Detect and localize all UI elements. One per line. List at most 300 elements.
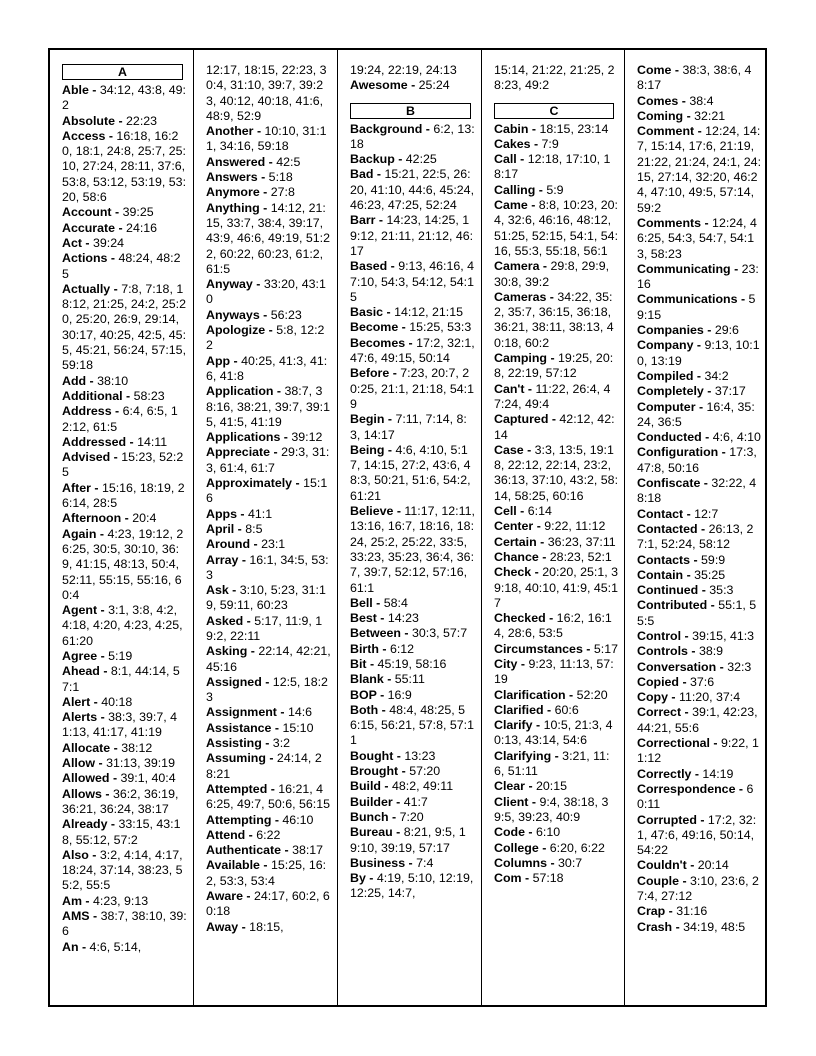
index-term: Bought	[350, 748, 394, 763]
page-line-refs: 8:21, 9:5, 19:10, 39:19, 57:17	[350, 825, 466, 855]
index-term: Comments	[637, 215, 702, 230]
term-separator: -	[686, 858, 698, 873]
index-entry	[206, 201, 331, 277]
term-separator: -	[538, 840, 550, 855]
index-term: Access	[62, 128, 106, 143]
term-separator: -	[516, 504, 528, 519]
index-term: Cell	[494, 504, 517, 519]
page-line-refs: 15:25, 16:2, 53:3, 53:4	[206, 858, 327, 888]
index-entry	[350, 504, 475, 596]
index-entry	[494, 137, 618, 152]
index-entry	[62, 817, 187, 848]
index-term: Crap	[637, 904, 666, 919]
page-line-refs: 41:7	[403, 794, 428, 809]
index-entry	[637, 430, 761, 445]
term-separator: -	[679, 873, 691, 888]
page-line-refs: 14:23, 14:25, 19:12, 21:11, 21:12, 46:17	[350, 213, 474, 258]
term-separator: -	[89, 909, 101, 924]
index-entry	[637, 736, 761, 767]
term-separator: -	[539, 259, 551, 274]
index-term: Apologize	[206, 323, 266, 338]
index-term: Chance	[494, 549, 539, 564]
term-separator: -	[716, 659, 728, 674]
term-separator: -	[683, 506, 695, 521]
page-line-refs: 14:12, 21:15	[394, 305, 463, 320]
term-separator: -	[376, 687, 388, 702]
term-separator: -	[121, 511, 133, 526]
term-separator: -	[115, 113, 127, 128]
term-separator: -	[378, 702, 390, 717]
index-entry	[206, 705, 331, 720]
term-separator: -	[101, 786, 113, 801]
index-entry	[350, 688, 475, 703]
index-term: Com	[494, 871, 522, 886]
index-entry	[206, 553, 331, 584]
term-separator: -	[122, 388, 134, 403]
page-line-refs: 7:23, 20:7, 20:25, 21:1, 21:18, 54:19	[350, 366, 475, 411]
index-entry	[637, 660, 761, 675]
index-entry	[494, 550, 618, 565]
index-term: Array	[206, 552, 239, 567]
index-entry	[350, 412, 475, 443]
term-separator: -	[407, 78, 419, 93]
index-term: Ahead	[62, 664, 100, 679]
index-entry	[350, 611, 475, 626]
term-separator: -	[376, 611, 388, 626]
index-entry	[62, 114, 187, 129]
page-line-refs: 15:21, 22:5, 26:20, 41:10, 44:6, 45:24, 46:23, 47:25, 52:24	[350, 167, 475, 213]
index-term: AMS	[62, 909, 90, 924]
page-line-refs: 7:11, 7:14, 8:3, 14:17	[350, 412, 467, 442]
term-separator: -	[378, 641, 390, 656]
index-term: An	[62, 939, 79, 954]
index-entry	[62, 848, 187, 894]
page-line-refs: 30:3, 57:7	[411, 626, 468, 641]
page-line-refs: 3:10, 23:6, 27:4, 27:12	[637, 873, 759, 904]
term-separator: -	[400, 626, 412, 641]
term-separator: -	[234, 521, 246, 536]
index-term: Camping	[494, 351, 548, 366]
page-line-refs: 7:8, 7:18, 18:12, 21:25, 24:2, 25:20, 25:20, 26:9, 29:14, 30:17, 40:25, 42:5, 45:5, 45:21, 56:24, 57:15, 59:18	[62, 281, 187, 373]
page-line-refs: 12:5, 18:23	[206, 674, 328, 705]
index-term: Additional	[62, 388, 123, 403]
index-term: Birth	[350, 641, 379, 656]
index-term: Checked	[494, 611, 546, 626]
term-separator: -	[366, 656, 378, 671]
index-entry	[206, 445, 331, 476]
term-separator: -	[691, 766, 703, 781]
index-term: Assigned	[206, 674, 262, 689]
term-separator: -	[547, 855, 559, 870]
index-term: Corrupted	[637, 812, 697, 827]
index-entry	[62, 251, 187, 282]
index-term: Configuration	[637, 445, 719, 460]
term-separator: -	[373, 167, 385, 182]
term-separator: -	[243, 613, 255, 628]
page-line-refs: 5:9	[546, 182, 564, 197]
index-entry	[637, 644, 761, 659]
index-entry	[206, 430, 331, 445]
page-line-refs: 3:2	[272, 736, 291, 751]
term-separator: -	[693, 338, 705, 353]
index-entry	[637, 216, 761, 262]
index-term: Already	[62, 817, 108, 832]
index-term: Columns	[494, 855, 548, 870]
index-term: Backup	[350, 152, 395, 167]
index-entry	[206, 828, 331, 843]
page-line-refs: 33:15, 43:18, 55:12, 57:2	[62, 817, 181, 847]
term-separator: -	[250, 537, 262, 552]
term-separator: -	[536, 534, 548, 549]
page-line-refs: 7:9	[541, 136, 559, 151]
term-separator: -	[253, 124, 265, 139]
index-entry	[637, 507, 761, 522]
page-line-refs: 38:17	[292, 843, 324, 858]
index-entry	[350, 336, 475, 367]
index-term: Blank	[350, 672, 384, 687]
index-entry	[350, 825, 475, 856]
index-term: Camera	[494, 259, 540, 274]
page-line-refs: 12:24, 14:7, 15:14, 17:6, 21:19, 21:22, 21:24, 24:1, 24:15, 27:14, 32:20, 46:24, 47:10, 49:5, 57:14, 59:2	[637, 124, 762, 215]
index-column-5	[625, 50, 767, 1005]
term-separator: -	[90, 480, 102, 495]
index-term: Also	[62, 847, 89, 862]
page-line-refs: 45:19, 58:16	[377, 656, 447, 671]
term-separator: -	[97, 648, 109, 663]
term-separator: -	[281, 843, 293, 858]
term-separator: -	[703, 323, 715, 338]
term-separator: -	[111, 404, 123, 419]
page-line-refs: 17:2, 32:1, 47:6, 49:15, 50:14	[350, 335, 475, 366]
index-term: Answered	[206, 154, 266, 169]
page-line-refs: 15:14, 21:22, 21:25, 28:23, 49:2	[494, 63, 615, 93]
index-term: Add	[62, 373, 87, 388]
page-line-refs: 15:16	[206, 476, 328, 506]
index-entry	[62, 741, 187, 756]
index-term: Business	[350, 855, 406, 870]
index-entry	[206, 522, 331, 537]
index-term: Clarifying	[494, 748, 552, 763]
page-line-refs: 35:25	[694, 567, 726, 582]
page-line-refs: 55:11	[394, 672, 425, 687]
index-entry	[494, 443, 618, 504]
term-separator: -	[521, 871, 533, 886]
letter-heading: B	[350, 103, 471, 119]
page-line-refs: 10:5, 21:3, 40:13, 43:14, 54:6	[494, 718, 613, 748]
page-line-refs: 57:20	[409, 764, 441, 779]
term-separator: -	[380, 779, 392, 794]
term-separator: -	[565, 687, 577, 702]
index-entry	[350, 259, 475, 305]
index-entry	[350, 366, 475, 412]
term-separator: -	[96, 526, 108, 541]
page-line-refs: 48:4, 48:25, 56:15, 56:21, 57:8, 57:11	[350, 702, 475, 748]
index-term: Authenticate	[206, 843, 282, 858]
page-line-refs: 34:22, 35:2, 35:7, 36:15, 36:18, 36:21, 38:11, 38:13, 40:18, 60:2	[494, 289, 614, 350]
index-entry	[206, 736, 331, 751]
index-term: April	[206, 521, 235, 536]
term-separator: -	[701, 430, 713, 445]
page-line-refs: 7:20	[399, 809, 424, 824]
page-line-refs: 52:20	[576, 687, 608, 702]
index-entry	[494, 351, 618, 382]
index-term: Attempted	[206, 781, 268, 796]
page-line-refs: 38:3, 39:7, 41:13, 41:17, 41:19	[62, 710, 178, 740]
page-line-refs: 34:19, 48:5	[683, 919, 746, 934]
page-line-refs: 16:21, 46:25, 49:7, 50:6, 56:15	[206, 781, 331, 812]
term-separator: -	[107, 251, 119, 266]
index-term: Addressed	[62, 434, 127, 449]
term-separator: -	[265, 323, 277, 338]
index-term: Actions	[62, 251, 108, 266]
term-separator: -	[524, 381, 536, 396]
page-line-refs: 4:6, 4:10, 5:17, 14:15, 27:2, 43:6, 48:3, 50:21, 51:6, 54:2, 61:21	[350, 442, 471, 503]
index-entry	[206, 124, 331, 155]
index-term: Again	[62, 526, 97, 541]
index-term: Allocate	[62, 740, 111, 755]
index-entry	[62, 129, 187, 205]
page-line-refs: 48:2, 49:11	[392, 779, 454, 794]
index-term: Correctly	[637, 766, 692, 781]
index-term: Assignment	[206, 705, 277, 720]
page-line-refs: 14:12, 21:15, 33:7, 38:4, 39:17, 43:9, 46:6, 49:19, 51:22, 60:22, 60:23, 61:2, 61:5	[206, 200, 331, 276]
page-line-refs: 12:24, 46:25, 54:3, 54:7, 54:13, 58:23	[637, 215, 757, 261]
index-entry	[494, 504, 618, 519]
page-line-refs: 38:3, 38:6, 48:17	[637, 63, 752, 93]
index-entry	[494, 825, 618, 840]
term-separator: -	[678, 93, 690, 108]
page-line-refs: 42:12, 42:14	[494, 412, 615, 442]
page-line-refs: 46:10	[282, 812, 314, 827]
page-line-refs: 31:13, 39:19	[106, 756, 175, 771]
page-line-refs: 37:6	[690, 674, 715, 689]
term-separator: -	[242, 889, 254, 904]
page-line-refs: 20:14	[697, 858, 729, 873]
page-line-refs: 6:4, 6:5, 12:12, 61:5	[62, 404, 178, 434]
term-separator: -	[228, 583, 240, 598]
index-term: Best	[350, 611, 377, 626]
index-term: Away	[206, 919, 239, 934]
index-entry	[637, 920, 761, 935]
term-separator: -	[267, 781, 279, 796]
page-line-refs: 39:1, 40:4	[120, 771, 176, 786]
page-line-refs: 19:25, 20:8, 22:19, 57:12	[494, 351, 614, 381]
term-separator: -	[105, 128, 117, 143]
index-term: Act	[62, 235, 82, 250]
index-entry	[206, 751, 331, 782]
term-separator: -	[679, 674, 691, 689]
index-entry	[494, 122, 618, 137]
page-line-refs: 29:3, 31:3, 61:4, 61:7	[206, 445, 330, 475]
page-line-refs: 38:12	[121, 740, 153, 755]
page-line-refs: 9:22, 11:12	[637, 736, 759, 766]
term-separator: -	[533, 519, 545, 534]
index-term: Anyway	[206, 277, 253, 292]
page-line-refs: 39:12	[291, 430, 323, 445]
term-separator: -	[681, 705, 693, 720]
page-line-refs: 32:21	[694, 108, 726, 123]
index-entry	[637, 338, 761, 369]
page-line-refs: 5:18	[268, 170, 293, 185]
index-term: Correct	[637, 705, 682, 720]
index-term: Bell	[350, 595, 373, 610]
term-separator: -	[271, 720, 283, 735]
index-term: Become	[350, 320, 399, 335]
page-line-refs: 24:16	[126, 220, 158, 235]
term-separator: -	[551, 748, 563, 763]
term-separator: -	[693, 368, 705, 383]
index-term: College	[494, 840, 539, 855]
index-entry	[350, 167, 475, 213]
index-term: Allows	[62, 786, 102, 801]
index-entry	[494, 412, 618, 443]
term-separator: -	[115, 220, 127, 235]
term-separator: -	[271, 812, 283, 827]
page-line-refs: 27:8	[270, 185, 295, 200]
term-separator: -	[265, 154, 277, 169]
index-term: Appreciate	[206, 445, 271, 460]
index-entry	[494, 779, 618, 794]
index-term: Between	[350, 626, 401, 641]
index-term: Communications	[637, 292, 738, 307]
index-term: Begin	[350, 412, 385, 427]
page-line-refs: 48:24, 48:25	[62, 251, 181, 281]
page-line-refs: 34:2	[704, 368, 729, 383]
index-term: Computer	[637, 399, 696, 414]
index-term: Copy	[637, 690, 668, 705]
page-line-refs: 16:1, 34:5, 53:3	[206, 552, 329, 582]
page-line-refs: 5:8, 12:22	[206, 323, 325, 353]
index-term: Answers	[206, 170, 258, 185]
page-line-refs: 58:23	[133, 388, 165, 403]
page-line-refs: 17:3, 47:8, 50:16	[637, 445, 757, 475]
term-separator: -	[270, 445, 282, 460]
page-line-refs: 5:17, 11:9, 19:2, 22:11	[206, 613, 323, 643]
term-separator: -	[700, 476, 712, 491]
term-separator: -	[696, 812, 708, 827]
page-line-refs: 23:1	[261, 537, 286, 552]
index-term: Basic	[350, 305, 384, 320]
index-term: BOP	[350, 687, 377, 702]
index-entry	[62, 450, 187, 481]
page-line-refs: 24:17, 60:2, 60:18	[206, 889, 330, 919]
index-entry	[206, 920, 331, 935]
index-entry	[637, 583, 761, 598]
page-line-refs: 29:8, 29:9, 30:8, 39:2	[494, 259, 610, 289]
term-separator: -	[384, 442, 396, 457]
index-entry	[62, 221, 187, 236]
index-entry	[494, 703, 618, 718]
index-entry	[637, 858, 761, 873]
index-entry	[637, 369, 761, 384]
term-separator: -	[535, 182, 547, 197]
term-separator: -	[683, 108, 695, 123]
index-column-3	[338, 50, 482, 1005]
page-line-refs: 23:16	[637, 261, 759, 292]
term-separator: -	[97, 603, 109, 618]
index-term: Absolute	[62, 113, 116, 128]
index-term: Approximately	[206, 476, 293, 491]
index-term: Bureau	[350, 825, 393, 840]
index-term: Conversation	[637, 659, 717, 674]
page-line-refs: 9:13, 10:10, 13:19	[637, 338, 760, 368]
page-line-refs: 40:25, 41:3, 41:6, 41:8	[206, 353, 328, 383]
index-term: Assuming	[206, 751, 266, 766]
index-entry	[350, 213, 475, 259]
index-entry	[494, 565, 618, 611]
index-term: Build	[350, 779, 381, 794]
term-separator: -	[372, 595, 384, 610]
index-term: Case	[494, 442, 524, 457]
term-separator: -	[665, 904, 677, 919]
index-entry	[494, 63, 618, 94]
page-line-refs: 36:2, 36:19, 36:21, 36:24, 38:17	[62, 786, 179, 816]
term-separator: -	[398, 764, 410, 779]
index-entry	[637, 63, 761, 94]
page-line-refs: 7:4	[416, 855, 434, 870]
index-term: Being	[350, 442, 385, 457]
index-term: Becomes	[350, 335, 406, 350]
index-entry	[62, 374, 187, 389]
index-column-1	[50, 50, 194, 1005]
term-separator: -	[683, 567, 695, 582]
page-line-refs: 15:16, 18:19, 26:14, 28:5	[62, 480, 185, 511]
index-term: Attend	[206, 827, 246, 842]
term-separator: -	[389, 366, 401, 381]
index-entry	[206, 63, 331, 124]
page-line-refs: 12:17, 18:15, 22:23, 30:4, 31:10, 39:7, 39:23, 40:12, 40:18, 41:6, 48:9, 52:9	[206, 63, 327, 123]
page-line-refs: 18:15, 23:14	[539, 121, 609, 136]
index-term: Based	[350, 259, 388, 274]
term-separator: -	[109, 771, 121, 786]
page-line-refs: 15:25, 53:3	[409, 320, 472, 335]
term-separator: -	[687, 644, 699, 659]
page-line-refs: 34:12, 43:8, 49:2	[62, 83, 186, 113]
term-separator: -	[280, 430, 292, 445]
index-entry	[350, 749, 475, 764]
index-term: Clarification	[494, 687, 566, 702]
index-term: Certain	[494, 534, 537, 549]
page-line-refs: 38:10	[97, 373, 129, 388]
page-line-refs: 6:22	[256, 827, 281, 842]
index-entry	[637, 384, 761, 399]
term-separator: -	[292, 476, 304, 491]
index-entry	[494, 535, 618, 550]
index-entry	[350, 78, 475, 93]
index-entry	[350, 626, 475, 641]
page-line-refs: 28:23, 52:1	[549, 549, 612, 564]
term-separator: -	[422, 121, 434, 136]
index-term: Alert	[62, 694, 91, 709]
index-entry	[206, 537, 331, 552]
term-separator: -	[530, 136, 542, 151]
page-line-refs: 42:25	[405, 152, 437, 167]
index-entry	[350, 642, 475, 657]
page-line-refs: 37:17	[714, 384, 746, 399]
page-line-refs: 60:11	[637, 781, 754, 812]
index-term: Contacts	[637, 552, 691, 567]
index-term: Allowed	[62, 771, 110, 786]
page-line-refs: 6:12	[389, 641, 415, 656]
index-term: Correspondence	[637, 781, 736, 796]
index-term: Copied	[637, 674, 679, 689]
index-term: Contain	[637, 567, 684, 582]
index-term: Anymore	[206, 185, 260, 200]
index-term: Background	[350, 121, 423, 136]
index-entry	[350, 871, 475, 902]
page-line-refs: 38:7, 38:10, 39:6	[62, 909, 187, 939]
term-separator: -	[527, 198, 539, 213]
